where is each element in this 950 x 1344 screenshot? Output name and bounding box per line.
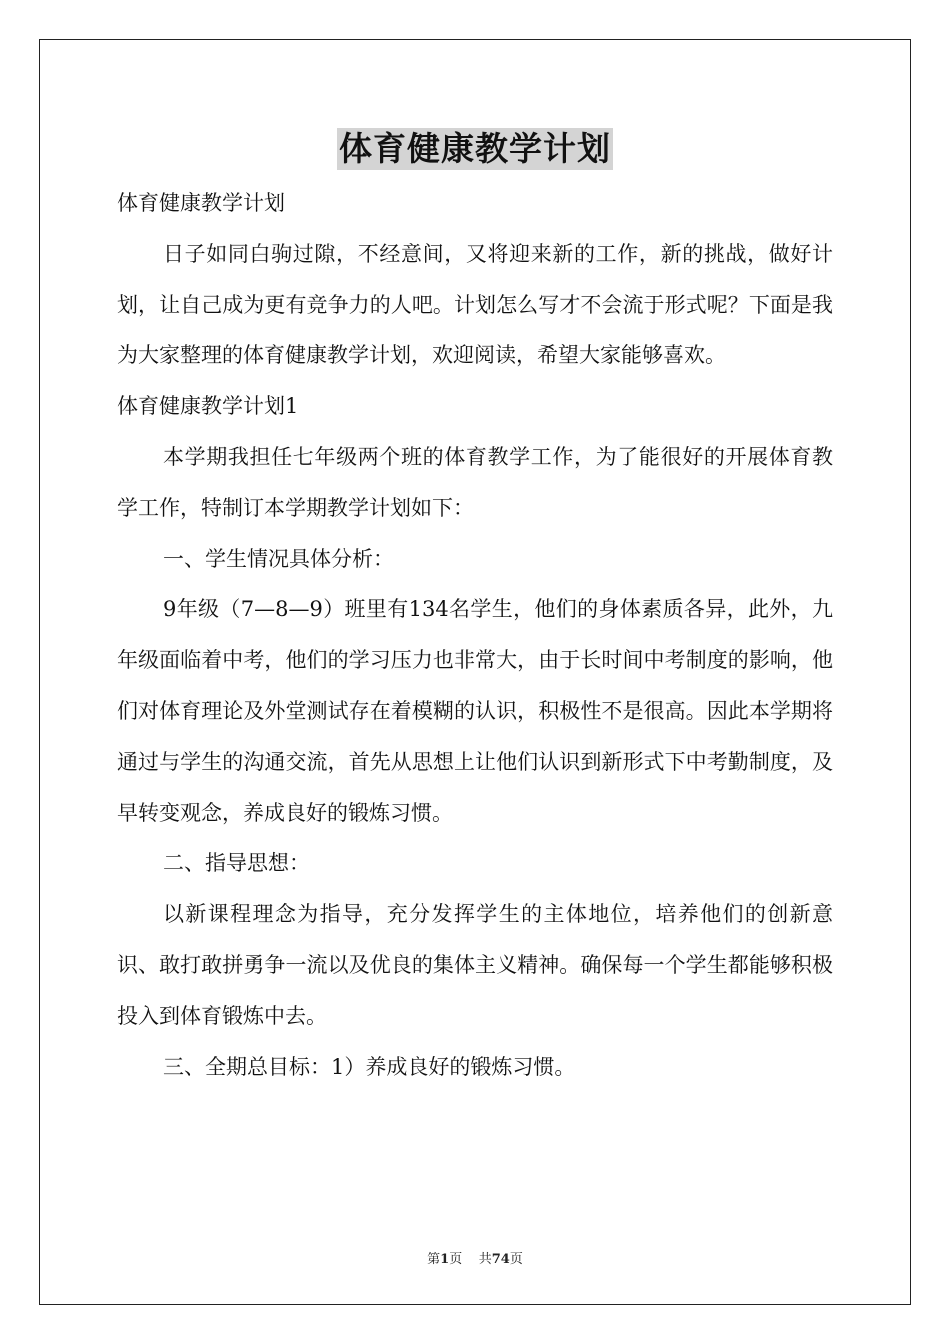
paragraph: 日子如同白驹过隙，不经意间，又将迎来新的工作，新的挑战，做好计划，让自己成为更有竞争力的人吧。计划怎么写才不会流于形式呢？下面是我为大家整理的体育健康教学计划，欢迎阅读，希望大家能够喜欢。	[117, 241, 833, 368]
page-number: 1	[440, 1252, 450, 1267]
paragraph: 体育健康教学计划	[117, 191, 285, 215]
document-body	[117, 178, 833, 1092]
page-suffix: 页	[449, 1252, 463, 1267]
document-title: 体育健康教学计划	[339, 129, 611, 168]
paragraph: 三、全期总目标：1）养成良好的锻炼习惯。	[163, 1054, 576, 1079]
paragraph: 以新课程理念为指导，充分发挥学生的主体地位，培养他们的创新意识、敢打敢拼勇争一流以及优良的集体主义精神。确保每一个学生都能够积极投入到体育锻炼中去。	[117, 902, 833, 1028]
paragraph: 体育健康教学计划1	[117, 394, 299, 419]
paragraph: 本学期我担任七年级两个班的体育教学工作，为了能很好的开展体育教学工作，特制订本学期教学计划如下：	[117, 444, 833, 520]
page-footer	[0, 1252, 950, 1268]
total-pages: 74	[491, 1252, 510, 1267]
total-prefix: 共	[478, 1252, 492, 1267]
paragraph: 9年级（7—8—9）班里有134名学生，他们的身体素质各异，此外，九年级面临着中考，他们的学习压力也非常大，由于长时间中考制度的影响，他们对体育理论及外堂测试存在着模糊的认识，积极性不是很高。因此本学期将通过与学生的沟通交流，首先从思想上让他们认识到新形式下中考勤制度，及早转变观念，养成良好的锻炼习惯。	[117, 597, 833, 825]
page-prefix: 第	[427, 1252, 441, 1267]
title-container	[0, 128, 950, 170]
total-suffix: 页	[509, 1252, 523, 1267]
paragraph: 一、学生情况具体分析：	[163, 546, 394, 571]
paragraph: 二、指导思想：	[163, 851, 310, 876]
